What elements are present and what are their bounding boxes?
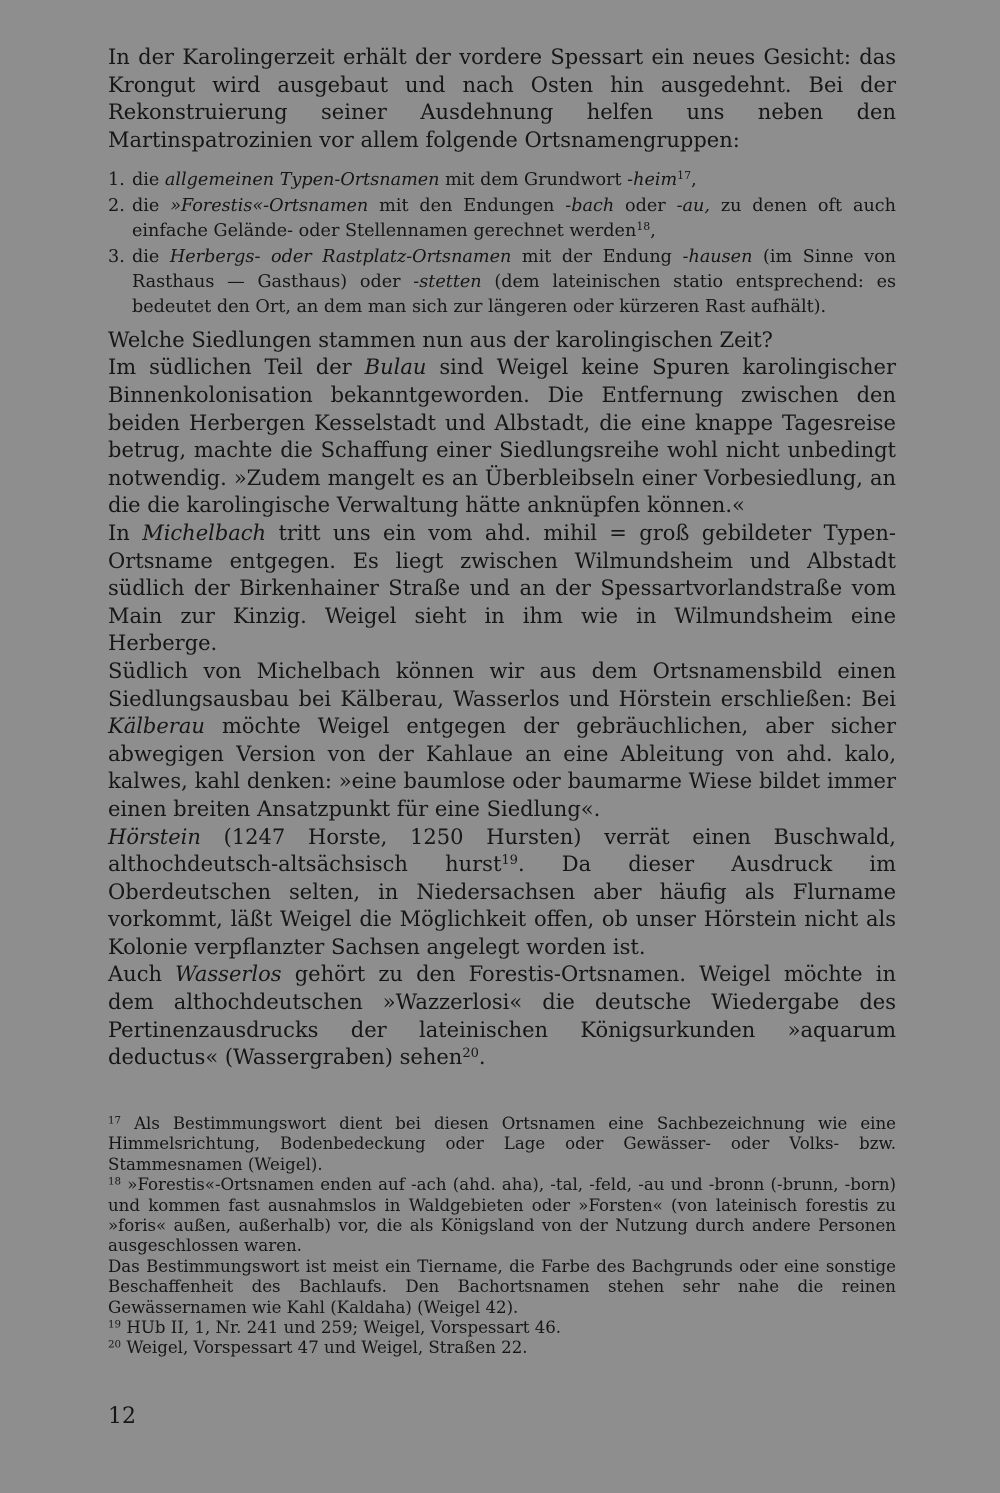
footnote-number: 18 — [108, 1175, 122, 1188]
place-name: Michelbach — [142, 520, 267, 545]
footnote-continuation — [108, 1257, 896, 1318]
place-name-groups-list — [108, 168, 896, 320]
list-text: die — [132, 195, 171, 216]
body-text: Südlich von Michelbach können wir aus dem Ortsnamensbild einen Siedlungsausbau bei Kälberau, Wasserlos und Hörstein erschließen: Bei — [108, 658, 896, 711]
body-text: möchte Weigel entgegen der gebräuchlichen, aber sicher abwegigen Version von der Kahlaue an eine Ableitung von ahd. kalo, kalwes, kahl denken: »eine baumlose oder baumarme Wiese bildet immer einen breiten Ansatzpunkt für eine Siedlung«. — [108, 714, 896, 821]
list-number: 1. — [108, 170, 125, 191]
list-number: 2. — [108, 195, 125, 216]
wasserlos-paragraph — [108, 961, 896, 1071]
list-item — [108, 194, 896, 245]
footnote-text: HUb II, 1, Nr. 241 und 259; Weigel, Vorspessart 46. — [121, 1318, 562, 1338]
list-emphasis: Herbergs- oder Rastplatz-Ortsnamen — [169, 246, 512, 267]
main-text — [108, 44, 896, 1072]
list-emphasis: allgemeinen Typen-Ortsnamen — [164, 170, 440, 191]
kaelberau-paragraph — [108, 658, 896, 824]
body-text: . — [478, 1045, 486, 1070]
body-text: sind Weigel keine Spuren karolingischer Binnenkolonisation bekanntgeworden. Die Entfernung zwischen den beiden Herbergen Kesselstadt und Albstadt, die eine knappe Tagesreise betrug, machte die Schaffung einer Siedlungsreihe wohl nicht unbedingt notwendig. »Zudem mangelt es an Überbleibseln einer Vorbesiedlung, an die die karolingische Verwaltung hätte anknüpfen können.« — [108, 355, 896, 518]
body-text: tritt uns ein vom ahd. mihil = groß gebildeter Typen-Ortsname entgegen. Es liegt zwischen Wilmundsheim und Albstadt südlich der Birkenhainer Straße und an der Spessartvorlandstraße vom Main zur Kinzig. Weigel sieht in ihm wie in Wilmundsheim eine Herberge. — [108, 520, 897, 656]
place-name: Hörstein — [108, 824, 201, 849]
body-text: . Da dieser Ausdruck im Oberdeutschen selten, in Niedersachsen aber häufig als Flurname vorkommt, läßt Weigel die Möglichkeit offen, ob unser Hörstein nicht als Kolonie verpflanzter Sachsen angelegt worden ist. — [108, 852, 896, 959]
list-text: zu denen oft auch einfache Gelände- oder Stellennamen gerechnet werden — [132, 195, 896, 242]
footnote-number: 19 — [108, 1318, 122, 1331]
footnote — [108, 1114, 896, 1175]
list-text: oder — [614, 195, 677, 216]
body-text: In — [108, 520, 143, 545]
list-item — [108, 168, 896, 193]
footnote-text: »Forestis«-Ortsnamen enden auf -ach (ahd. aha), -tal, -feld, -au und -bronn (-brunn, -born) und kommen fast ausnahmslos in Waldgebieten oder »Forsten« (von lateinisch forestis zu »foris« außen, außerhalb) vor, die als Königsland von der Nutzung durch andere Personen ausgeschlossen waren. — [108, 1175, 896, 1256]
footnotes — [108, 1114, 896, 1359]
list-text: mit den Endungen — [368, 195, 566, 216]
list-emphasis: -hausen — [682, 246, 753, 267]
list-text: (dem lateinischen statio entsprechend: es bedeutet den Ort, an dem man sich zur längeren oder kürzeren Rast aufhält). — [132, 272, 897, 318]
list-text: die — [132, 246, 170, 267]
footnote-ref: 19 — [501, 852, 518, 868]
list-text: , — [650, 221, 656, 242]
footnote — [108, 1318, 896, 1338]
footnote-ref: 17 — [677, 169, 692, 183]
footnote — [108, 1175, 896, 1257]
footnote-ref: 20 — [462, 1046, 479, 1062]
footnote-text: Das Bestimmungswort ist meist ein Tiername, die Farbe des Bachgrunds oder eine sonstige Beschaffenheit des Bachlaufs. Den Bachortsnamen stehen sehr nahe die reinen Gewässernamen wie Kahl (Kaldaha) (Weigel 42). — [108, 1256, 896, 1317]
michelbach-paragraph — [108, 520, 896, 658]
place-name: Wasserlos — [175, 962, 282, 987]
footnote — [108, 1338, 896, 1358]
hoerstein-paragraph — [108, 824, 896, 962]
footnote-ref: 18 — [636, 220, 651, 234]
list-text: (im Sinne von Rasthaus — Gasthaus) oder — [132, 246, 896, 292]
body-text: Auch — [108, 962, 176, 987]
footnote-text: Weigel, Vorspessart 47 und Weigel, Straßen 22. — [121, 1338, 528, 1358]
list-item — [108, 245, 896, 321]
list-number: 3. — [108, 246, 125, 267]
place-name: Bulau — [364, 355, 427, 380]
list-text: mit dem Grundwort — [439, 170, 628, 191]
place-name: Kälberau — [108, 714, 205, 739]
footnote-text: Als Bestimmungswort dient bei diesen Ortsnamen eine Sachbezeichnung wie eine Himmelsrichtung, Bodenbedeckung oder Lage oder Gewässer- oder Volks- bzw. Stammesnamen (Weigel). — [108, 1114, 896, 1174]
page-number: 12 — [108, 1404, 136, 1429]
body-text: gehört zu den Forestis-Ortsnamen. Weigel möchte in dem althochdeutschen »Wazzerlosi« die deutsche Wiedergabe des Pertinenzausdrucks der lateinischen Königsurkunden »aquarum deductus« (Wassergraben) sehen — [108, 962, 896, 1070]
intro-paragraph: In der Karolingerzeit erhält der vordere Spessart ein neues Gesicht: das Krongut wird ausgebaut und nach Osten hin ausgedehnt. Bei der Rekonstruierung seiner Ausdehnung helfen uns neben den Martinspatrozinien vor allem folgende Ortsnamengruppen: — [108, 45, 896, 152]
list-emphasis: -heim — [627, 170, 678, 191]
list-text: die — [132, 170, 165, 191]
list-text: , — [691, 170, 697, 191]
list-text: mit der Endung — [511, 246, 683, 267]
footnote-number: 20 — [108, 1338, 122, 1351]
list-emphasis: -bach — [565, 195, 615, 216]
list-emphasis: -stetten — [413, 272, 482, 292]
footnote-number: 17 — [108, 1114, 122, 1127]
list-emphasis: »Forestis«-Ortsnamen — [170, 195, 369, 216]
body-text: Im südlichen Teil der — [108, 355, 365, 380]
body-text: (1247 Horste, 1250 Hursten) verrät einen Buschwald, althochdeutsch-altsächsisch hurst — [108, 824, 896, 877]
bulau-paragraph — [108, 354, 896, 520]
list-emphasis: -au, — [676, 195, 710, 216]
question-paragraph: Welche Siedlungen stammen nun aus der karolingischen Zeit? — [108, 327, 773, 352]
